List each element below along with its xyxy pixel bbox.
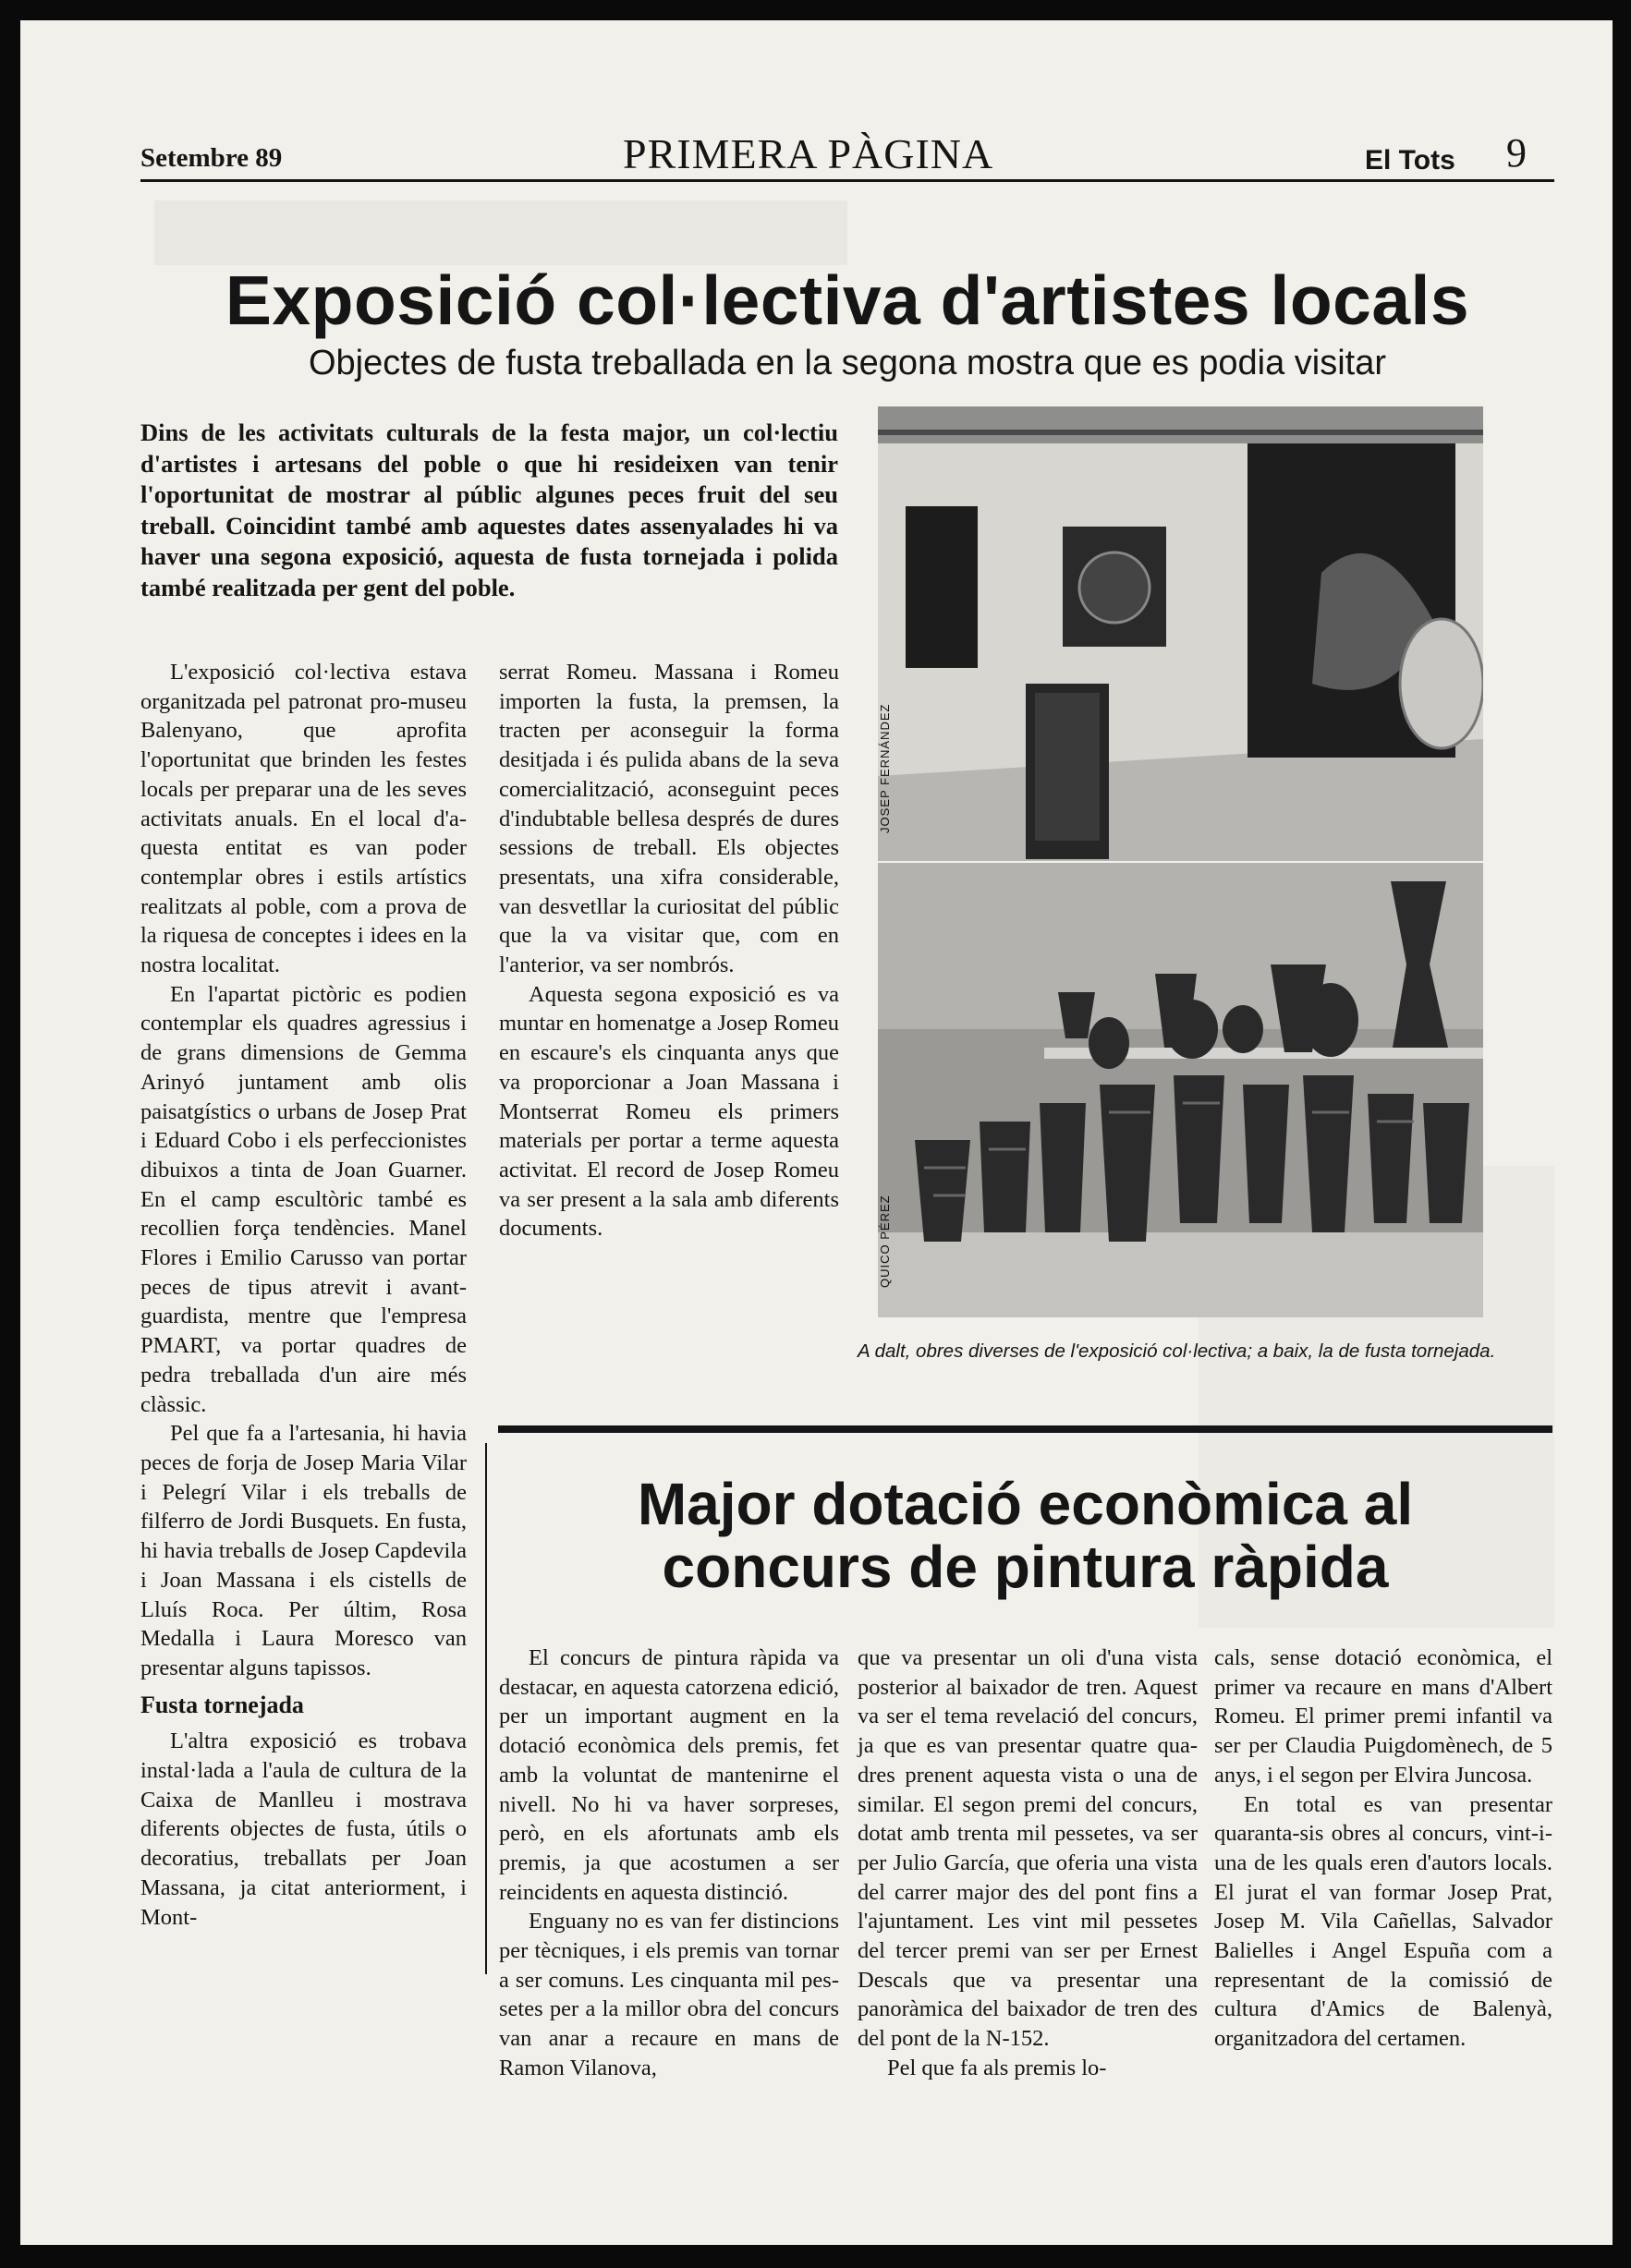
article2-title-line-1: Major dotació econòmica al [637,1471,1414,1537]
column-divider [485,1443,487,1974]
subheading: Fusta tornejada [140,1691,304,1718]
article2-title-line-2: concurs de pintura ràpida [662,1534,1389,1600]
article2-column-3 [1214,1643,1552,2054]
exhibition-photo-bottom [878,863,1483,1317]
exhibition-photo-bottom-drawing [878,863,1483,1317]
bleed-through-panel [154,200,847,265]
exhibition-photo-top-drawing [878,406,1483,861]
article2-top-rule [498,1425,1552,1433]
article1-column-2 [499,658,839,1243]
article2-column-2 [858,1643,1198,2083]
paragraph: El concurs de pintura ràpida va destacar, en aquesta catorzena edició, per un important augment en la dotació econòmica dels premis, fet amb la voluntat de mantenirne el nivell. No hi va haver sorpreses, però, en els afortunats amb els premis, ja que acostumen a ser reincidents en aquesta distinció. [499,1645,839,1905]
paragraph: cals, sense dotació econòmica, el primer va recaure en mans d'Albert Romeu. El primer premi infantil va ser per Claudia Puigdomènech, de 5 anys, i el segon per Elvira Juncosa. [1214,1645,1552,1788]
paragraph: que va presentar un oli d'una vista posterior al baixador de tren. Aquest va ser el tema revelació del concurs, ja que es van presentar quatre quadres prenent aquesta vista o una de similar. El segon premi del concurs, dotat amb trenta mil pessetes, va ser per Julio García, que oferia una vista del carrer major des del pont fins a l'ajuntament. Les vint mil pessetes del tercer premi van ser per Ernest Descals que va presentar una panoràmica del baixador de tren des del pont de la N-152. [858,1645,1198,2052]
paragraph: serrat Romeu. Massana i Romeu importen la fusta, la premsen, la tracten per aconseguir la forma desitjada i és pulida abans de la seva comercialització, aconseguint peces d'indubtable bellesa després de dures sessions de treball. Els objectes presentats, una xifra considerable, van desvetllar la curiositat del públic que la va visitar que, com en l'anterior, va ser nombrós. [499,660,839,978]
paragraph: En total es van presentar quaranta-sis obres al concurs, vint-i-una de les quals eren d'autors locals. El jurat el van formar Josep Prat, Josep M. Vila Cañellas, Salvador Balielles i Angel Espuña com a representant de la comissió de cultura d'Amics de Balenyà, organitzadora del certamen. [1214,1791,1552,2052]
photo-credit-bottom: QUICO PÉREZ [878,1195,892,1288]
exhibition-photo-top [878,406,1483,861]
article1-title: Exposició col·lectiva d'artistes locals [225,261,1470,339]
header-section: PRIMERA PÀGINA [623,130,994,177]
paragraph: Pel que fa a l'artesania, hi havia peces de forja de Josep Maria Vilar i Pelegrí Vilar i els treballs de filferro de Jordi Busquets. En fusta, hi havia treballs de Josep Capdevila i Joan Massana i els cistells de Lluís Roca. Per últim, Rosa Medalla i Laura Moresco van presentar alguns tapissos. [140,1421,467,1680]
newspaper-page [20,20,1613,2245]
header-date: Setembre 89 [140,143,283,173]
header-rule [140,179,1554,182]
article1-column-1 [140,658,467,1932]
paragraph: Enguany no es van fer distincions per tècniques, i els premis van tornar a ser comuns. Les cinquanta mil pessetes per a la millor obra del concurs van anar a recaure en mans de Ramon Vilanova, [499,1909,839,2080]
header-page-number: 9 [1506,130,1527,176]
paragraph: En l'apartat pictòric es podien contemplar els quadres agressius i de grans dimensions de Gemma Arinyó juntament amb olis paisatgístics o urbans de Josep Prat i Eduard Cobo i els perfeccionistes dibuixos a tinta de Joan Guarner. En el camp escultòric també es recollien força tendències. Manel Flores i Emilio Carusso van portar peces de tipus atrevit i avantguardista, mentre que l'empresa PMART, va portar quadres de pedra treballada d'un aire més clàssic. [140,981,467,1417]
paragraph: L'exposició col·lectiva estava organitzada pel patronat pro-museu Balenyano, que aprofita l'oportunitat que brinden les festes locals per preparar una de les seves activitats anuals. En el local d'aquesta entitat es van poder contemplar obres i estils artístics realitzats al poble, com a prova de la riquesa de conceptes i idees en la nostra localitat. [140,660,467,978]
article2-column-1 [499,1643,839,2083]
article1-subtitle: Objectes de fusta treballada en la segona mostra que es podia visitar [308,344,1387,382]
paragraph: Pel que fa als premis lo- [887,2055,1107,2080]
paragraph: L'altra exposició es trobava instal·lada a l'aula de cultura de la Caixa de Manlleu i mostrava diferents objectes de fusta, útils o decoratius, treballats per Joan Massana, ja citat anteriorment, i Mont- [140,1728,467,1930]
paragraph: Aquesta segona exposició es va muntar en homenatge a Josep Romeu en escaure's els cinquanta anys que va proporcionar a Joan Massana i Montserrat Romeu els primers materials per portar a terme aquesta activitat. El record de Josep Romeu va ser present a la sala amb diferents documents. [499,981,839,1242]
photo-credit-top: JOSEP FERNÁNDEZ [878,703,892,833]
header-publication: El Tots [1365,145,1455,176]
photo-caption: A dalt, obres diverses de l'exposició col·lectiva; a baix, la de fusta tornejada. [858,1340,1496,1362]
article1-lead: Dins de les activitats culturals de la festa major, un col·lectiu d'artistes i artesans del poble o que hi resideixen van tenir l'oportunitat de mostrar al públic algunes peces fruit del seu treball. Coincidint també amb aquestes dates assenyalades hi va haver una segona exposició, aquesta de fusta tornejada i polida també realitzada per gent del poble. [140,418,838,601]
